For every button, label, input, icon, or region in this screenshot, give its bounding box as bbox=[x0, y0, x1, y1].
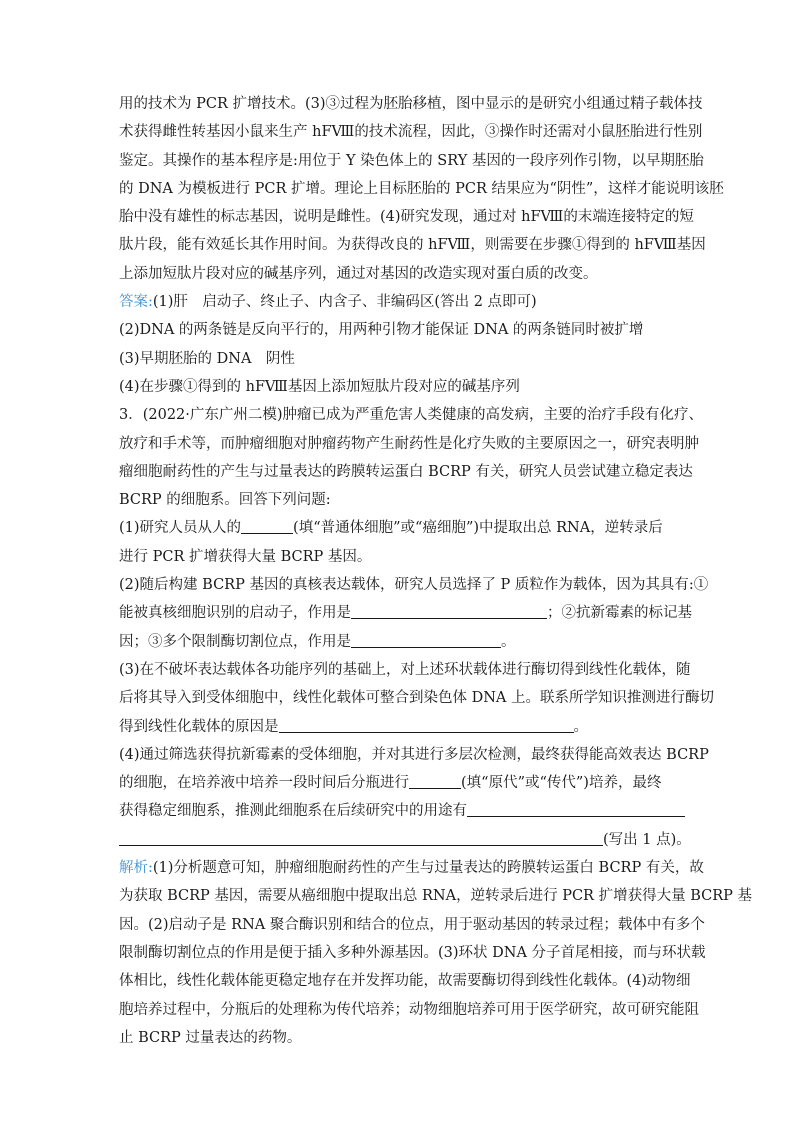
answer-label: 答案: bbox=[119, 294, 153, 311]
question-2-line: 因；③多个限制酶切割位点，作用是 。 bbox=[119, 628, 679, 656]
answer-blank[interactable] bbox=[351, 602, 547, 619]
text-line: 上添加短肽片段对应的碱基序列，通过对基因的改造实现对蛋白质的改变。 bbox=[119, 265, 598, 282]
question-3-line: 后将其导入到受体细胞中，线性化载体可整合到染色体 DNA 上。联系所学知识推测进行酶切 bbox=[119, 690, 714, 707]
text-line: 肽片段，能有效延长其作用时间。为获得改良的 hFⅧ，则需要在步骤①得到的 hFⅧ基因 bbox=[119, 237, 706, 254]
analysis-line: 限制酶切割位点的作用是便于插入多种外源基因。(3)环状 DNA 分子首尾相接，而与环状载 bbox=[119, 944, 706, 961]
answer-line-1: 答案:(1)肝 启动子、终止子、内含子、非编码区(答出 2 点即可) bbox=[119, 294, 537, 311]
question-4-line: 的细胞，在培养液中培养一段时间后分瓶进行 (填“原代”或“传代”)培养，最终 bbox=[119, 769, 679, 797]
analysis-line: 胞培养过程中，分瓶后的处理称为传代培养；动物细胞培养可用于医学研究，故可研究能阻 bbox=[119, 1001, 699, 1018]
question-3-line: (3)在不破坏表达载体各功能序列的基础上，对上述环状载体进行酶切得到线性化载体，随 bbox=[119, 661, 691, 678]
question-4-line: 获得稳定细胞系，推测此细胞系在后续研究中的用途有 bbox=[119, 797, 679, 825]
question-intro-line: 3．(2022·广东广州二模)肿瘤已成为严重危害人类健康的高发病，主要的治疗手段有化疗、 bbox=[119, 407, 704, 424]
document-content bbox=[119, 90, 752, 1052]
question-4-line: (写出 1 点)。 bbox=[119, 826, 679, 854]
question-intro-line: BCRP 的细胞系。回答下列问题: bbox=[119, 492, 331, 509]
analysis-line: 体相比，线性化载体能更稳定地存在并发挥功能，故需要酶切得到线性化载体。(4)动物细 bbox=[119, 973, 691, 990]
text-line: 的 DNA 为模板进行 PCR 扩增。理论上目标胚胎的 PCR 结果应为“阴性”，这样才能说明该胚 bbox=[119, 180, 724, 197]
analysis-label: 解析: bbox=[119, 860, 153, 877]
text-line: 鉴定。其操作的基本程序是:用位于 Y 染色体上的 SRY 基因的一段序列作引物，以早期胚胎 bbox=[119, 152, 704, 169]
text-line: 胎中没有雄性的标志基因，说明是雌性。(4)研究发现，通过对 hFⅧ的末端连接特定的短 bbox=[119, 209, 694, 226]
question-1-line: (1)研究人员从人的 (填“普通体细胞”或“癌细胞”)中提取出总 RNA，逆转录后 bbox=[119, 514, 679, 542]
answer-blank[interactable] bbox=[351, 631, 501, 648]
text-line: 术获得雌性转基因小鼠来生产 hFⅧ的技术流程，因此，③操作时还需对小鼠胚胎进行性别 bbox=[119, 124, 703, 141]
question-2-line: (2)随后构建 BCRP 基因的真核表达载体，研究人员选择了 P 质粒作为载体，因为其具有:① bbox=[119, 577, 709, 594]
analysis-line: 为获取 BCRP 基因，需要从癌细胞中提取出总 RNA，逆转录后进行 PCR 扩增获得大量 BCRP 基 bbox=[119, 888, 752, 905]
text-line: 用的技术为 PCR 扩增技术。(3)③过程为胚胎移植，图中显示的是研究小组通过精子载体技 bbox=[119, 96, 703, 112]
answer-blank[interactable] bbox=[241, 517, 293, 534]
question-2-line: 能被真核细胞识别的启动子，作用是 ；②抗新霉素的标记基 bbox=[119, 599, 679, 627]
answer-line-2: (2)DNA 的两条链是反向平行的，用两种引物才能保证 DNA 的两条链同时被扩增 bbox=[119, 322, 644, 339]
question-intro-line: 瘤细胞耐药性的产生与过量表达的跨膜转运蛋白 BCRP 有关，研究人员尝试建立稳定表达 bbox=[119, 463, 693, 480]
answer-blank[interactable] bbox=[279, 716, 574, 733]
answer-line-3: (3)早期胚胎的 DNA 阴性 bbox=[119, 350, 295, 367]
answer-blank[interactable] bbox=[467, 800, 685, 817]
question-intro-line: 放疗和手术等，而肿瘤细胞对肿瘤药物产生耐药性是化疗失败的主要原因之一，研究表明肿 bbox=[119, 435, 699, 452]
answer-blank[interactable] bbox=[119, 829, 603, 846]
analysis-line-1: 解析:(1)分析题意可知，肿瘤细胞耐药性的产生与过量表达的跨膜转运蛋白 BCRP 有关，故 bbox=[119, 860, 704, 877]
analysis-line: 因。(2)启动子是 RNA 聚合酶识别和结合的位点，用于驱动基因的转录过程；载体中有多个 bbox=[119, 916, 705, 933]
question-3-line: 得到线性化载体的原因是 。 bbox=[119, 713, 679, 741]
question-4-line: (4)通过筛选获得抗新霉素的受体细胞，并对其进行多层次检测，最终获得能高效表达 BCRP bbox=[119, 746, 709, 763]
question-1-line: 进行 PCR 扩增获得大量 BCRP 基因。 bbox=[119, 548, 372, 565]
answer-line-4: (4)在步骤①得到的 hFⅧ基因上添加短肽片段对应的碱基序列 bbox=[119, 378, 520, 395]
analysis-line: 止 BCRP 过量表达的药物。 bbox=[119, 1029, 302, 1046]
answer-blank[interactable] bbox=[409, 772, 461, 789]
